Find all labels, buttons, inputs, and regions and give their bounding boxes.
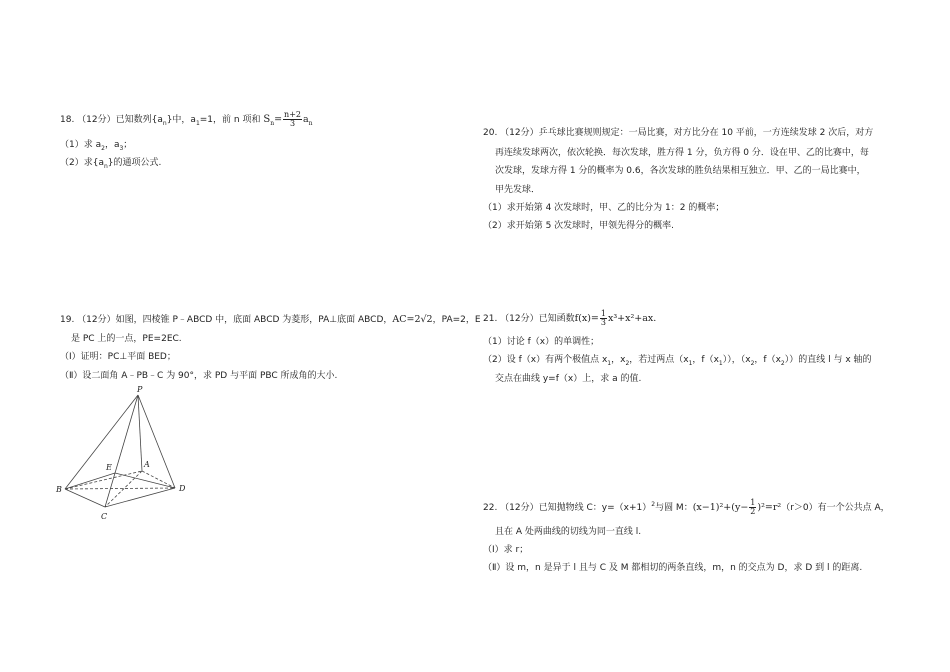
p21-line-2: （1）讨论 f（x）的单调性；	[483, 337, 600, 347]
p20-line-4: 甲先发球．	[495, 185, 541, 195]
p21-f-pre: f(x)=	[574, 313, 599, 324]
p22-frac-num: 1	[750, 498, 756, 507]
p21-s4: 1	[718, 359, 723, 367]
label-P: P	[137, 385, 143, 394]
p21-t3g: ））的直线 l 与 x 轴的	[784, 355, 872, 365]
p18-q2-text: （2）求{a	[60, 158, 104, 168]
label-C: C	[101, 512, 108, 521]
p18-q1-end: ；	[123, 140, 133, 150]
p19-text-1a: 19. （12分）如图，四棱锥 P﹣ABCD 中，底面 ABCD 为菱形，PA⊥底面 ABCD，	[60, 315, 393, 325]
p22-line-1	[483, 499, 890, 516]
p20-line-6: （2）求开始第 5 次发球时，甲领先得分的概率.	[483, 221, 675, 231]
label-E: E	[106, 463, 112, 472]
p21-s6: 2	[780, 359, 785, 367]
p21-t3b: ，x	[611, 355, 626, 365]
p18-sub-2: 1	[195, 119, 200, 127]
p21-s1: 1	[607, 359, 612, 367]
p21-function	[574, 309, 657, 327]
p18-q1-sub1: 2	[101, 144, 105, 152]
p18-frac-num: n+2	[284, 110, 301, 119]
p21-fraction	[600, 310, 607, 327]
p18-q2-end: }的通项公式.	[107, 158, 162, 168]
p22-line-4: （Ⅱ）设 m，n 是异于 l 且与 C 及 M 都相切的两条直线，m，n 的交点为 D，求 D 到 l 的距离.	[483, 563, 863, 573]
p22-circle-post: )²=r²	[757, 502, 782, 513]
p18-text-1: 18. （12分）已知数列{a	[60, 115, 163, 125]
p18-q1-text: （1）求 a	[60, 140, 102, 150]
edge-BC	[65, 489, 105, 507]
p18-formula-sub: n	[270, 119, 275, 127]
p21-t3c: ，若过两点（x	[629, 355, 689, 365]
p21-text-1a: 21. （12分）已知函数	[483, 314, 575, 324]
pyramid-figure	[55, 383, 200, 523]
edge-PD	[138, 395, 175, 488]
label-A: A	[144, 460, 150, 469]
edge-PA	[138, 395, 142, 471]
p18-formula-s: S	[263, 114, 271, 125]
p21-s2: 2	[625, 359, 630, 367]
p22-circle-pre: (x−1)²+(y−	[692, 502, 749, 513]
p18-q1-mid: ，a	[104, 140, 120, 150]
p21-line-3	[483, 352, 872, 367]
edge-AD	[142, 471, 175, 488]
p21-t3e: ）），（x	[722, 355, 751, 365]
edge-CD	[105, 488, 175, 507]
label-B: B	[56, 485, 62, 494]
p21-f-post: x³+x²+ax.	[607, 313, 657, 324]
p19-line-2: 是 PC 上的一点，PE=2EC.	[71, 334, 182, 344]
p20-line-1: 20. （12分）乒乓球比赛规则规定：一局比赛，对方比分在 10 平前，一方连续发球 2 次后，对方	[483, 128, 874, 138]
p18-q2-sub: n	[103, 162, 108, 170]
p20-line-2: 再连续发球两次，依次轮换．每次发球，胜方得 1 分，负方得 0 分．设在甲、乙的比赛中，每	[495, 148, 869, 158]
p18-text-2: }中，a	[166, 115, 196, 125]
p18-formula-a: a	[303, 114, 309, 125]
p19-text-1b: ，PA=2，E	[432, 315, 481, 325]
edge-PC	[105, 395, 138, 507]
edge-BD	[65, 488, 175, 489]
p22-circle-eq	[692, 498, 782, 516]
p18-formula-eq: =	[274, 114, 283, 125]
p21-s5: 2	[750, 359, 755, 367]
p21-t3f: ，f（x	[754, 355, 781, 365]
p18-frac-den: 3	[289, 119, 296, 128]
p21-frac-num: 1	[600, 309, 606, 318]
p22-line-2: 且在 A 处两曲线的切线为同一直线 l.	[495, 527, 642, 537]
p18-text-3: =1，前 n 项和	[199, 115, 261, 125]
p18-question-2	[60, 155, 161, 170]
edge-EB	[65, 473, 115, 489]
p18-formula-asub: n	[308, 119, 313, 127]
p18-fraction	[283, 111, 302, 128]
p19-line-1	[60, 312, 481, 325]
p22-line-3: （Ⅰ）求 r；	[483, 545, 529, 555]
edge-PB	[65, 395, 138, 489]
p21-t3d: ，f（x	[692, 355, 719, 365]
p18-sub-1: n	[162, 119, 167, 127]
p21-t3a: （2）设 f（x）有两个极值点 x	[483, 355, 608, 365]
p18-question-1	[60, 137, 132, 152]
p18-statement	[60, 111, 313, 128]
p22-t1c: （r＞0）有一个公共点 A，	[781, 503, 890, 513]
label-D: D	[179, 484, 186, 493]
p22-fraction	[749, 499, 756, 516]
p19-line-4: （Ⅱ）设二面角 A﹣PB﹣C 为 90°，求 PD 与平面 PBC 所成角的大小.	[60, 371, 338, 381]
p22-sup: 2	[651, 501, 656, 508]
p22-t1a: 22. （12分）已知抛物线 C：y=（x+1）	[483, 503, 652, 513]
p21-line-4: 交点在曲线 y=f（x）上，求 a 的值.	[495, 374, 642, 384]
p18-q1-sub2: 3	[119, 144, 124, 152]
p21-line-1	[483, 310, 656, 327]
p20-line-3: 次发球，发球方得 1 分的概率为 0.6，各次发球的胜负结果相互独立．甲、乙的一局比赛中，	[495, 166, 866, 176]
p18-formula	[263, 110, 313, 128]
p22-frac-den: 2	[750, 507, 756, 516]
p19-line-3: （Ⅰ）证明：PC⊥平面 BED；	[60, 352, 176, 362]
p21-frac-den: 3	[600, 318, 606, 327]
p21-s3: 1	[688, 359, 693, 367]
p22-t1b: 与圆 M：	[655, 503, 693, 513]
p20-line-5: （1）求开始第 4 次发球时，甲、乙的比分为 1：2 的概率；	[483, 203, 725, 213]
p19-formula: AC=2√2	[392, 314, 433, 325]
